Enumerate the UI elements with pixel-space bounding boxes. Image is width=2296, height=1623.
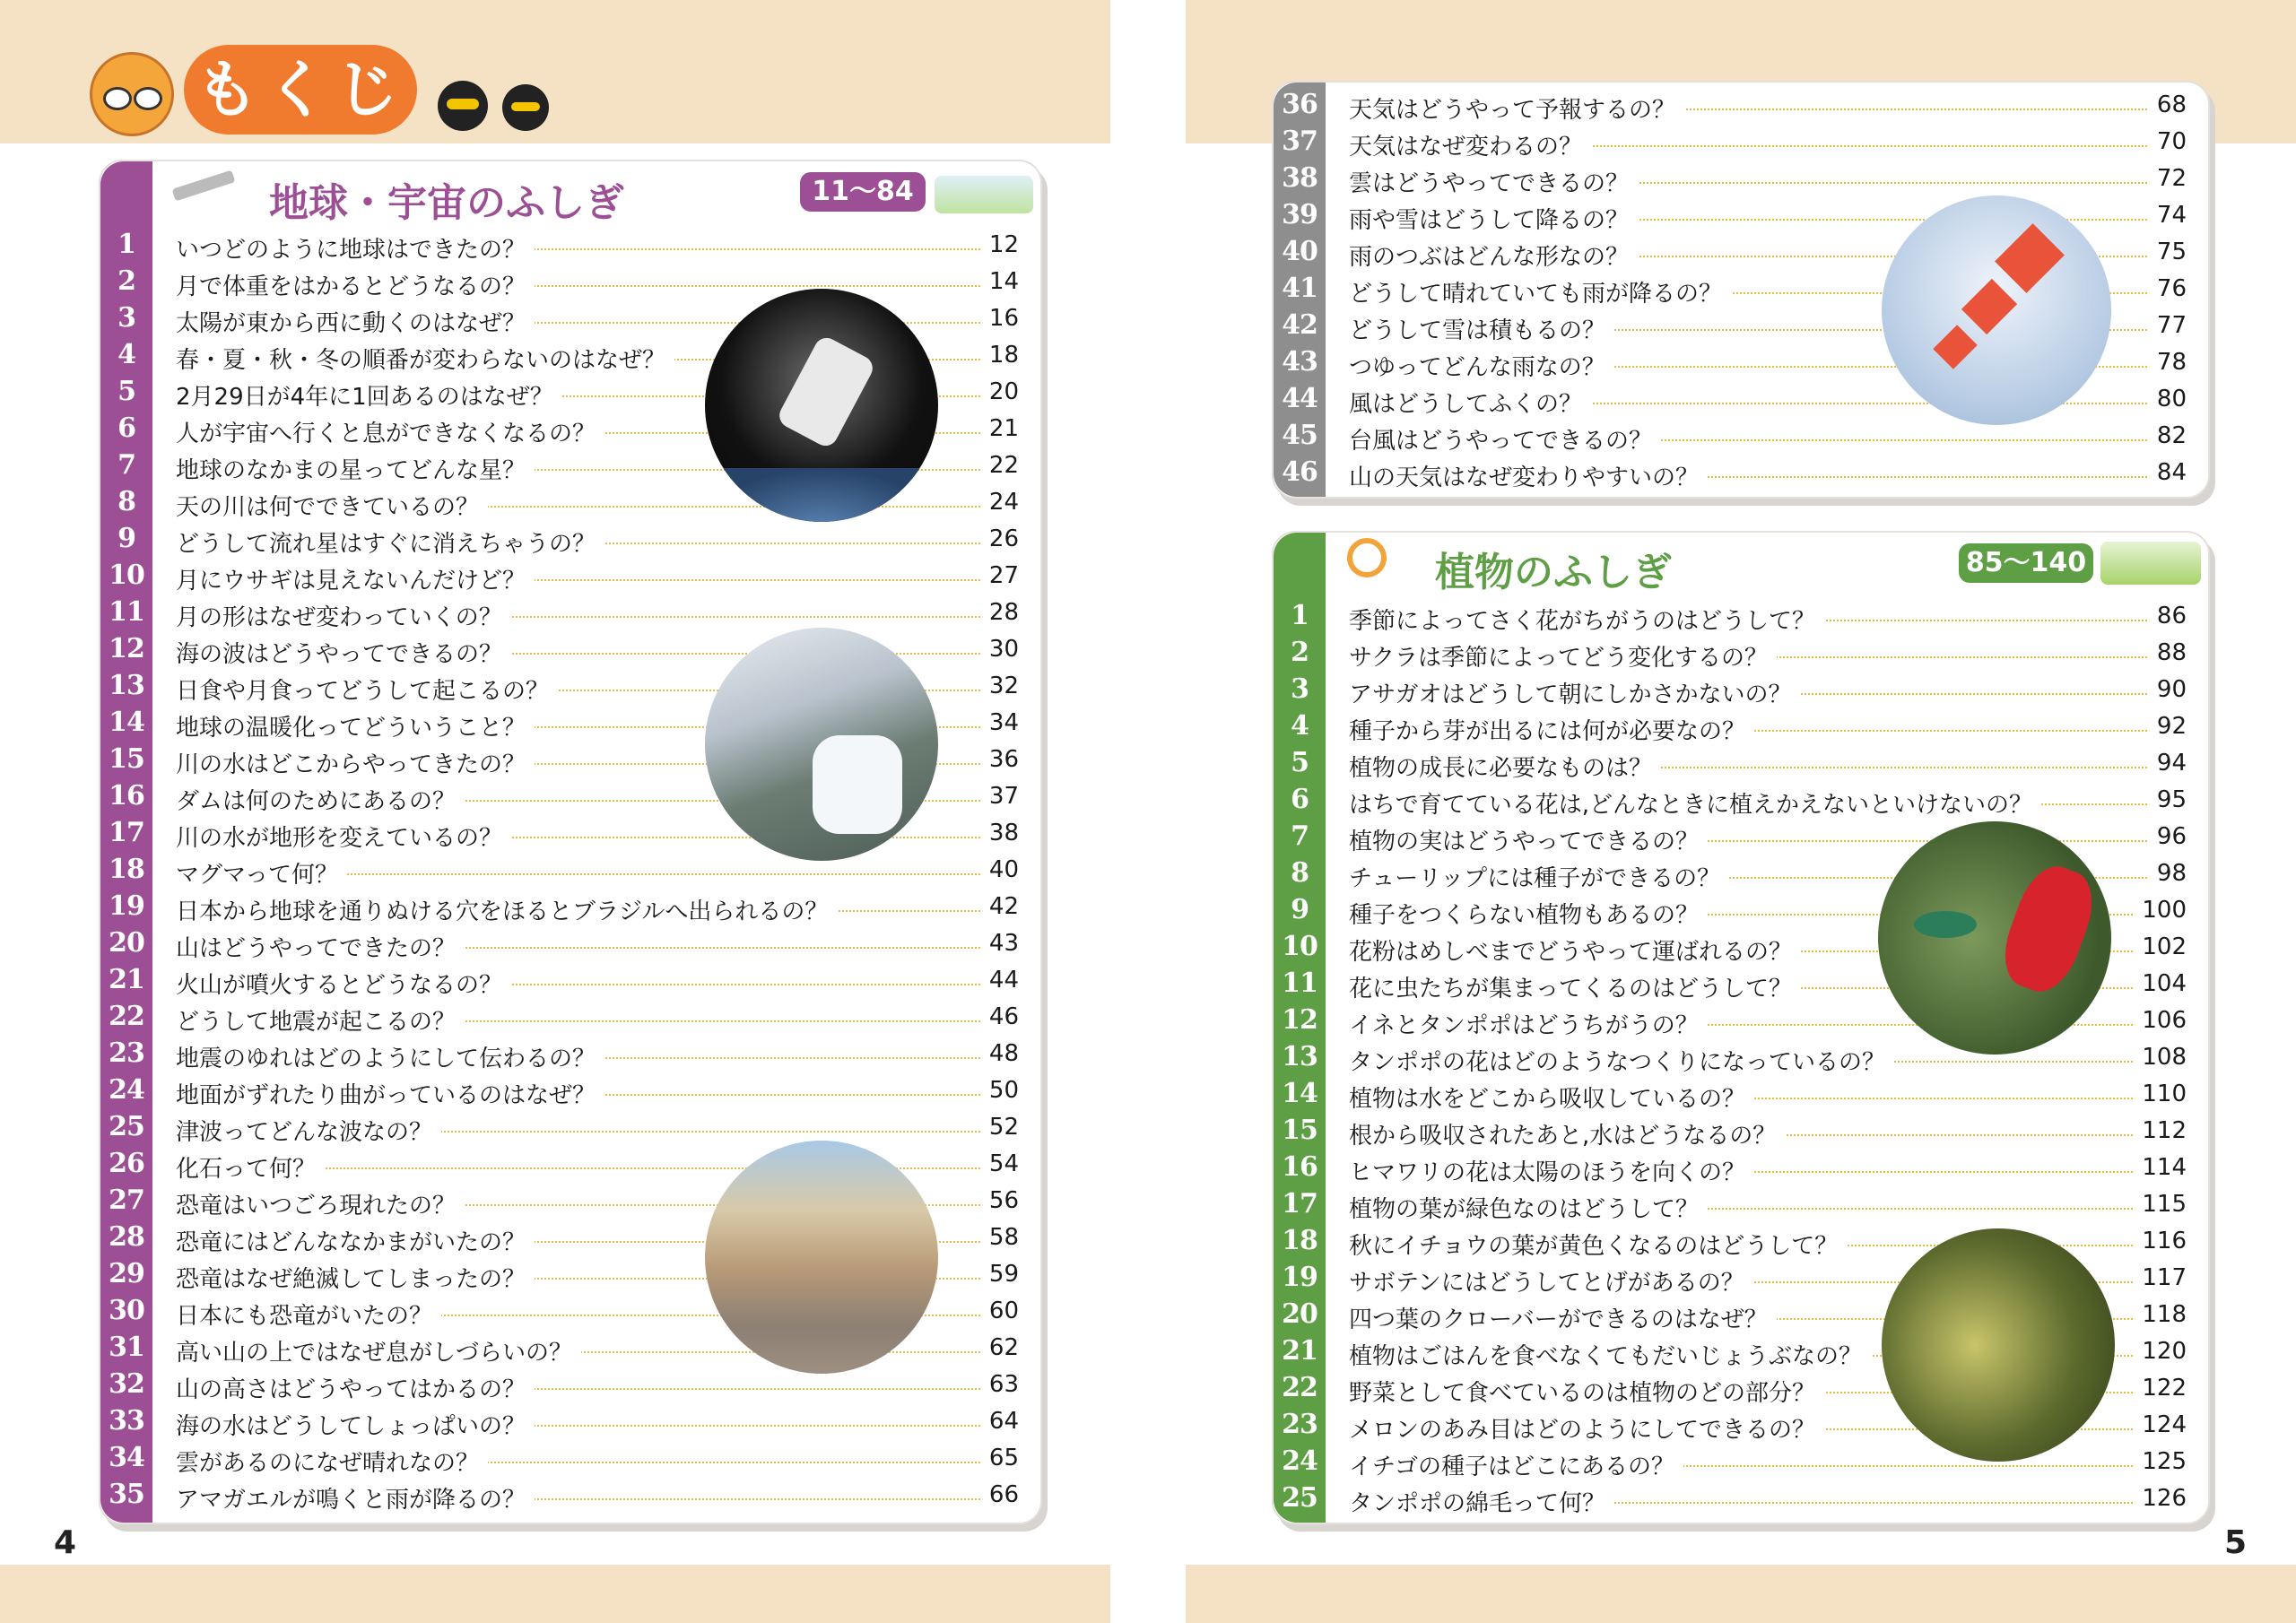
item-number: 19	[109, 890, 144, 922]
item-question: 根から吸収されたあと,水はどうなるの？	[1349, 1117, 1785, 1150]
list-item[interactable]	[1274, 744, 2208, 781]
list-item[interactable]	[100, 1476, 1040, 1513]
item-question: 太陽が東から西に動くのはなぜ？	[176, 305, 535, 338]
item-question: 地球のなかまの星ってどんな星？	[176, 452, 535, 485]
item-page: 102	[2133, 933, 2187, 960]
item-page: 16	[980, 305, 1019, 332]
list-item[interactable]	[100, 1108, 1040, 1145]
item-question: 高い山の上ではなぜ息がしづらいの？	[176, 1334, 581, 1367]
item-page: 56	[980, 1187, 1019, 1214]
item-page: 96	[2148, 823, 2187, 850]
item-page: 76	[2148, 275, 2187, 302]
item-number: 29	[109, 1258, 144, 1289]
item-number: 8	[1291, 857, 1309, 889]
item-page: 63	[980, 1371, 1019, 1398]
item-question: 化石って何？	[176, 1150, 325, 1184]
cactus-photo	[1882, 1228, 2115, 1462]
item-number: 14	[109, 707, 144, 738]
item-page: 95	[2148, 786, 2187, 813]
item-number: 16	[109, 780, 144, 812]
item-question: イネとタンポポはどうちがうの？	[1349, 1007, 1708, 1040]
item-number: 24	[1282, 1445, 1318, 1477]
item-question: タンポポの花はどのようなつくりになっているの？	[1349, 1044, 1894, 1077]
item-number: 13	[1282, 1041, 1318, 1072]
item-question: 地球の温暖化ってどういうこと？	[176, 709, 535, 742]
page-number-left: 4	[54, 1524, 77, 1561]
item-question: 日本から地球を通りぬける穴をほるとブラジルへ出られるの？	[176, 893, 837, 926]
item-number: 20	[109, 927, 144, 959]
item-number: 22	[1282, 1372, 1318, 1403]
item-question: 火山が噴火するとどうなるの？	[176, 967, 511, 1000]
item-number: 12	[1282, 1004, 1318, 1036]
mascot-icon	[90, 52, 174, 136]
item-question: 川の水はどこからやってきたの？	[176, 746, 535, 779]
item-page: 64	[980, 1408, 1019, 1435]
item-number: 22	[109, 1001, 144, 1032]
item-page: 74	[2148, 202, 2187, 229]
list-item[interactable]	[100, 557, 1040, 594]
item-page: 42	[980, 893, 1019, 920]
left-bottom-band	[0, 1565, 1110, 1623]
item-question: 季節によってさく花がちがうのはどうして？	[1349, 603, 1824, 636]
item-number: 32	[109, 1368, 144, 1400]
item-number: 33	[109, 1405, 144, 1436]
item-number: 27	[109, 1185, 144, 1216]
item-number: 28	[109, 1221, 144, 1253]
item-number: 12	[109, 633, 144, 664]
list-item[interactable]	[100, 263, 1040, 299]
item-question: 天気はどうやって予報するの？	[1349, 91, 1684, 125]
item-page: 94	[2148, 750, 2187, 777]
item-page: 60	[980, 1298, 1019, 1324]
list-item[interactable]	[100, 924, 1040, 961]
dam-photo	[705, 628, 938, 861]
item-page: 118	[2133, 1301, 2187, 1328]
list-item[interactable]	[1274, 123, 2208, 160]
list-item[interactable]	[1274, 1443, 2208, 1480]
item-number: 25	[109, 1111, 144, 1142]
item-number: 3	[117, 302, 135, 334]
item-page: 40	[980, 856, 1019, 883]
item-page: 126	[2133, 1485, 2187, 1512]
item-number: 46	[1282, 456, 1318, 488]
item-question: 雲はどうやってできるの？	[1349, 165, 1638, 198]
item-question: 天の川は何でできているの？	[176, 489, 488, 522]
item-page: 54	[980, 1150, 1019, 1177]
list-item[interactable]	[1274, 1038, 2208, 1075]
item-number: 45	[1282, 420, 1318, 451]
magnifier-icon	[1347, 538, 1387, 577]
item-number: 9	[117, 523, 135, 554]
item-number: 21	[109, 964, 144, 995]
item-question: アマガエルが鳴くと雨が降るの？	[176, 1481, 535, 1515]
item-question: いつどのように地球はできたの？	[176, 231, 535, 265]
item-page: 115	[2133, 1191, 2187, 1218]
item-question: 山はどうやってできたの？	[176, 930, 465, 963]
item-number: 11	[109, 596, 144, 628]
item-page: 38	[980, 820, 1019, 846]
item-question: 恐竜はいつごろ現れたの？	[176, 1187, 465, 1220]
item-number: 18	[109, 854, 144, 885]
item-question: マグマって何？	[176, 856, 347, 890]
item-question: 春・夏・秋・冬の順番が変わらないのはなぜ？	[176, 342, 674, 375]
item-page: 65	[980, 1445, 1019, 1471]
item-page: 20	[980, 378, 1019, 405]
item-question: 日食や月食ってどうして起こるの？	[176, 673, 558, 706]
item-page: 100	[2133, 897, 2187, 924]
item-question: 花粉はめしべまでどうやって運ばれるの？	[1349, 933, 1801, 967]
item-number: 18	[1282, 1225, 1318, 1256]
item-number: 26	[109, 1148, 144, 1179]
item-question: 雨や雪はどうして降るの？	[1349, 202, 1638, 235]
item-number: 23	[1282, 1409, 1318, 1440]
item-page: 124	[2133, 1411, 2187, 1438]
item-question: 津波ってどんな波なの？	[176, 1114, 441, 1147]
item-question: 天気はなぜ変わるの？	[1349, 128, 1591, 161]
item-page: 34	[980, 709, 1019, 736]
item-question: メロンのあみ目はどのようにしてできるの？	[1349, 1411, 1824, 1445]
item-page: 84	[2148, 459, 2187, 486]
item-number: 9	[1291, 894, 1309, 925]
item-page: 75	[2148, 239, 2187, 265]
flowerfield-icon	[2100, 542, 2201, 585]
item-page: 104	[2133, 970, 2187, 997]
item-number: 13	[109, 670, 144, 701]
item-question: 野菜として食べているのは植物のどの部分？	[1349, 1375, 1824, 1408]
item-page: 125	[2133, 1448, 2187, 1475]
item-page: 50	[980, 1077, 1019, 1104]
item-number: 8	[117, 486, 135, 517]
item-page: 44	[980, 967, 1019, 994]
item-page: 37	[980, 783, 1019, 810]
item-page: 78	[2148, 349, 2187, 376]
item-question: 山の高さはどうやってはかるの？	[176, 1371, 535, 1404]
list-item[interactable]	[100, 851, 1040, 888]
item-page: 90	[2148, 676, 2187, 703]
item-number: 17	[1282, 1188, 1318, 1219]
item-number: 4	[1291, 710, 1309, 742]
item-number: 14	[1282, 1078, 1318, 1109]
item-question: 地震のゆれはどのようにして伝わるの？	[176, 1040, 604, 1073]
item-question: タンポポの綿毛って何？	[1349, 1485, 1614, 1518]
item-page: 70	[2148, 128, 2187, 155]
item-question: 植物の実はどうやってできるの？	[1349, 823, 1708, 856]
item-question: 雨のつぶはどんな形なの？	[1349, 239, 1638, 272]
item-number: 3	[1291, 673, 1309, 705]
list-item[interactable]	[100, 1366, 1040, 1402]
item-number: 34	[109, 1442, 144, 1473]
item-question: 月にウサギは見えないんだけど？	[176, 562, 535, 595]
item-question: 2月29日が4年に1回あるのはなぜ？	[176, 378, 562, 412]
item-question: 植物はごはんを食べなくてもだいじょうぶなの？	[1349, 1338, 1871, 1371]
item-question: どうして流れ星はすぐに消えちゃうの？	[176, 525, 604, 559]
item-page: 28	[980, 599, 1019, 626]
item-number: 7	[1291, 820, 1309, 852]
item-question: 種子から芽が出るには何が必要なの？	[1349, 713, 1754, 746]
list-item[interactable]	[1274, 1149, 2208, 1185]
item-question: はちで育てている花は,どんなときに植えかえないといけないの？	[1349, 786, 2041, 820]
item-question: 恐竜にはどんななかまがいたの？	[176, 1224, 535, 1257]
item-question: 秋にイチョウの葉が黄色くなるのはどうして？	[1349, 1228, 1847, 1261]
item-question: 海の水はどうしてしょっぱいの？	[176, 1408, 535, 1441]
item-question: サクラは季節によってどう変化するの？	[1349, 639, 1777, 673]
item-number: 39	[1282, 199, 1318, 230]
item-page: 117	[2133, 1264, 2187, 1291]
item-question: 花に虫たちが集まってくるのはどうして？	[1349, 970, 1801, 1003]
item-page: 24	[980, 489, 1019, 516]
item-page: 108	[2133, 1044, 2187, 1071]
item-question: 植物の成長に必要なものは？	[1349, 750, 1661, 783]
item-page: 30	[980, 636, 1019, 663]
item-page: 80	[2148, 386, 2187, 412]
item-number: 15	[109, 743, 144, 775]
item-page: 122	[2133, 1375, 2187, 1402]
penguins-icon	[430, 72, 565, 143]
item-number: 10	[1282, 931, 1318, 962]
page-number-right: 5	[2224, 1524, 2248, 1561]
list-item[interactable]	[100, 961, 1040, 998]
item-number: 15	[1282, 1115, 1318, 1146]
item-page: 66	[980, 1481, 1019, 1508]
item-number: 41	[1282, 273, 1318, 304]
item-page: 110	[2133, 1081, 2187, 1107]
item-question: どうして晴れていても雨が降るの？	[1349, 275, 1731, 308]
item-question: 風はどうしてふくの？	[1349, 386, 1591, 419]
item-number: 23	[109, 1037, 144, 1069]
item-number: 4	[117, 339, 135, 370]
list-item[interactable]	[1274, 1112, 2208, 1149]
item-question: つゆってどんな雨なの？	[1349, 349, 1614, 382]
item-number: 20	[1282, 1298, 1318, 1330]
section-title: 地球・宇宙のふしぎ	[269, 180, 624, 226]
item-number: 43	[1282, 346, 1318, 378]
item-number: 11	[1282, 968, 1318, 999]
item-page: 86	[2148, 603, 2187, 629]
item-page: 46	[980, 1003, 1019, 1030]
item-question: 植物の葉が緑色なのはどうして？	[1349, 1191, 1708, 1224]
page-heading: もくじ	[184, 45, 417, 135]
item-number: 1	[1291, 600, 1309, 631]
item-number: 6	[1291, 784, 1309, 815]
item-number: 5	[1291, 747, 1309, 778]
item-question: 恐竜はなぜ絶滅してしまったの？	[176, 1261, 535, 1294]
item-number: 37	[1282, 126, 1318, 157]
item-question: ダムは何のためにあるの？	[176, 783, 465, 816]
item-page: 62	[980, 1334, 1019, 1361]
list-item[interactable]	[1274, 1480, 2208, 1516]
item-page: 114	[2133, 1154, 2187, 1181]
list-item[interactable]	[100, 1035, 1040, 1072]
item-question: どうして地震が起こるの？	[176, 1003, 465, 1037]
right-bottom-band	[1186, 1565, 2296, 1623]
item-question: 月の形はなぜ変わっていくの？	[176, 599, 511, 632]
item-number: 31	[109, 1332, 144, 1363]
item-number: 10	[109, 560, 144, 591]
item-page: 120	[2133, 1338, 2187, 1365]
landscape-icon	[935, 176, 1033, 213]
item-question: 海の波はどうやってできるの？	[176, 636, 511, 669]
item-number: 6	[117, 412, 135, 444]
section-range: 11～84	[800, 172, 926, 212]
item-number: 5	[117, 376, 135, 407]
item-page: 14	[980, 268, 1019, 295]
item-number: 36	[1282, 89, 1318, 120]
list-item[interactable]	[1274, 1075, 2208, 1112]
item-number: 42	[1282, 309, 1318, 341]
item-page: 112	[2133, 1117, 2187, 1144]
item-page: 36	[980, 746, 1019, 773]
list-item[interactable]	[1274, 781, 2208, 818]
list-item[interactable]	[1274, 454, 2208, 490]
list-item[interactable]	[100, 1072, 1040, 1108]
item-page: 72	[2148, 165, 2187, 192]
item-number: 2	[117, 265, 135, 297]
item-page: 77	[2148, 312, 2187, 339]
item-question: 山の天気はなぜ変わりやすいの？	[1349, 459, 1708, 492]
item-question: どうして雪は積もるの？	[1349, 312, 1614, 345]
item-page: 48	[980, 1040, 1019, 1067]
item-number: 17	[109, 817, 144, 848]
item-question: ヒマワリの花は太陽のほうを向くの？	[1349, 1154, 1754, 1187]
item-number: 24	[109, 1074, 144, 1106]
item-number: 21	[1282, 1335, 1318, 1367]
section-title: 植物のふしぎ	[1435, 550, 1672, 595]
list-item[interactable]	[100, 1439, 1040, 1476]
item-question: 植物は水をどこから吸収しているの？	[1349, 1081, 1754, 1114]
item-page: 22	[980, 452, 1019, 479]
list-item[interactable]	[1274, 160, 2208, 196]
item-page: 98	[2148, 860, 2187, 887]
item-page: 43	[980, 930, 1019, 957]
item-number: 7	[117, 449, 135, 481]
item-number: 40	[1282, 236, 1318, 267]
fossil-rocks-photo	[705, 1141, 938, 1374]
item-number: 16	[1282, 1151, 1318, 1183]
item-question: サボテンにはどうしてとげがあるの？	[1349, 1264, 1753, 1298]
list-item[interactable]	[1274, 86, 2208, 123]
list-item[interactable]	[100, 1402, 1040, 1439]
kites-photo	[1882, 195, 2111, 425]
item-page: 92	[2148, 713, 2187, 740]
item-number: 35	[109, 1479, 144, 1510]
list-item[interactable]	[1274, 1185, 2208, 1222]
astronaut-photo	[705, 289, 938, 522]
item-page: 82	[2148, 422, 2187, 449]
list-item[interactable]	[100, 520, 1040, 557]
list-item[interactable]	[100, 888, 1040, 924]
item-page: 21	[980, 415, 1019, 442]
item-page: 88	[2148, 639, 2187, 666]
item-number: 44	[1282, 383, 1318, 414]
item-question: 月で体重をはかるとどうなるの？	[176, 268, 535, 301]
item-question: 人が宇宙へ行くと息ができなくなるの？	[176, 415, 604, 448]
list-item[interactable]	[1274, 671, 2208, 707]
item-number: 19	[1282, 1262, 1318, 1293]
item-page: 32	[980, 673, 1019, 699]
item-page: 52	[980, 1114, 1019, 1141]
item-page: 12	[980, 231, 1019, 258]
item-page: 116	[2133, 1228, 2187, 1254]
item-question: 四つ葉のクローバーができるのはなぜ？	[1349, 1301, 1777, 1334]
item-question: 台風はどうやってできるの？	[1349, 422, 1661, 456]
item-page: 27	[980, 562, 1019, 589]
list-item[interactable]	[1274, 707, 2208, 744]
list-item[interactable]	[1274, 597, 2208, 634]
item-page: 18	[980, 342, 1019, 369]
item-question: 日本にも恐竜がいたの？	[176, 1298, 441, 1331]
item-question: イチゴの種子はどこにあるの？	[1349, 1448, 1683, 1481]
hummingbird-photo	[1878, 821, 2111, 1055]
list-item[interactable]	[100, 594, 1040, 630]
item-number: 38	[1282, 162, 1318, 194]
item-page: 68	[2148, 91, 2187, 118]
item-question: アサガオはどうして朝にしかさかないの？	[1349, 676, 1800, 709]
item-question: チューリップには種子ができるの？	[1349, 860, 1729, 893]
item-number: 30	[109, 1295, 144, 1326]
item-page: 106	[2133, 1007, 2187, 1034]
list-item[interactable]	[100, 226, 1040, 263]
section-range: 85～140	[1959, 543, 2093, 583]
item-page: 26	[980, 525, 1019, 552]
item-question: 地面がずれたり曲がっているのはなぜ？	[176, 1077, 604, 1110]
item-page: 58	[980, 1224, 1019, 1251]
item-page: 59	[980, 1261, 1019, 1288]
item-number: 1	[117, 229, 135, 260]
telescope-icon	[172, 172, 244, 199]
list-item[interactable]	[1274, 417, 2208, 454]
item-question: 種子をつくらない植物もあるの？	[1349, 897, 1708, 930]
item-question: 川の水が地形を変えているの？	[176, 820, 511, 853]
list-item[interactable]	[100, 998, 1040, 1035]
item-number: 2	[1291, 637, 1309, 668]
item-question: 雲があるのになぜ晴れなの？	[176, 1445, 488, 1478]
item-number: 25	[1282, 1482, 1318, 1514]
list-item[interactable]	[1274, 634, 2208, 671]
